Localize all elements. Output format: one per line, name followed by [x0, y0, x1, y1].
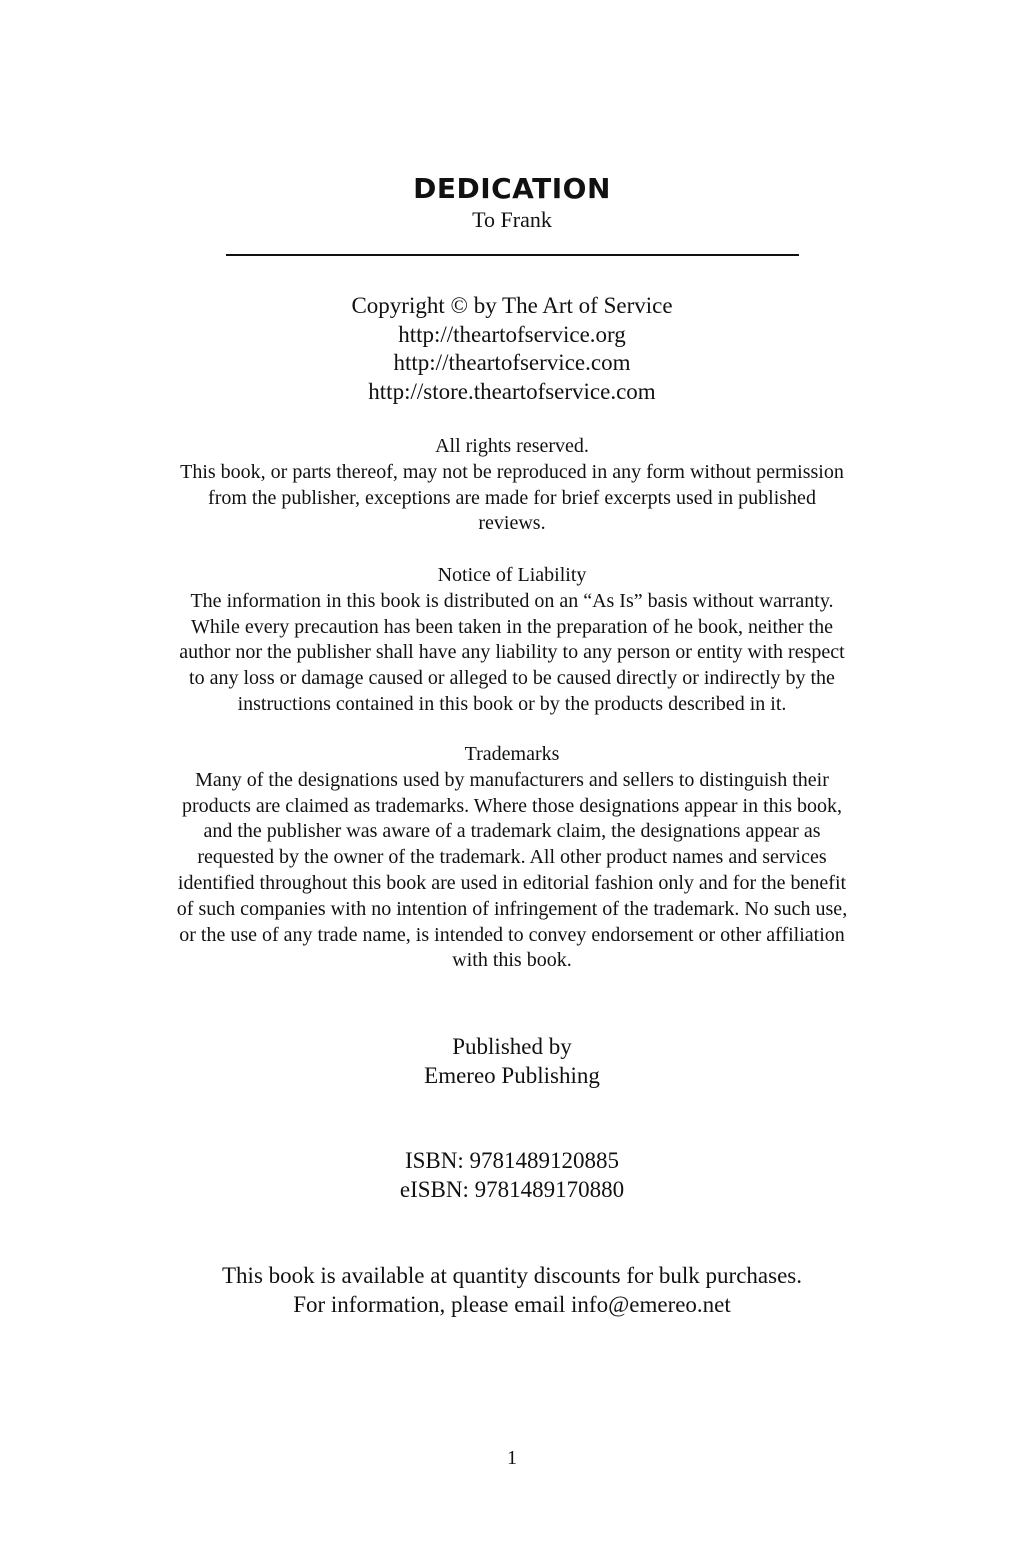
liability-heading: Notice of Liability — [437, 564, 587, 586]
liability-line: author nor the publisher shall have any liability to any person or entity with respect — [179, 641, 845, 664]
copyright-url[interactable]: http://store.theartofservice.com — [368, 378, 656, 404]
bulk-contact-line: For information, please email info@emereo.net — [293, 1292, 731, 1317]
liability-section — [0, 563, 1024, 718]
page-number: 1 — [507, 1447, 517, 1469]
rights-heading: All rights reserved. — [435, 435, 589, 457]
isbn-section — [0, 1146, 1024, 1204]
liability-line: to any loss or damage caused or alleged to be caused directly or indirectly by the — [189, 667, 835, 690]
publisher-label: Published by — [452, 1034, 572, 1059]
copyright-url[interactable]: http://theartofservice.org — [398, 321, 626, 347]
liability-line: While every precaution has been taken in the preparation of he book, neither the — [191, 615, 833, 638]
trademarks-line: identified throughout this book are used in editorial fashion only and for the benefit — [177, 871, 847, 894]
copyright-line: Copyright © by The Art of Service — [351, 293, 673, 318]
isbn-ebook: eISBN: 9781489170880 — [399, 1177, 625, 1202]
liability-line: instructions contained in this book or by the products described in it. — [237, 692, 787, 715]
trademarks-section — [0, 742, 1024, 974]
trademarks-line: Many of the designations used by manufacturers and sellers to distinguish their — [195, 768, 829, 791]
isbn-print: ISBN: 9781489120885 — [404, 1148, 620, 1173]
copyright-url[interactable]: http://theartofservice.com — [393, 350, 631, 375]
copyright-section — [0, 292, 1024, 406]
bulk-purchase-line: This book is available at quantity discounts for bulk purchases. — [222, 1263, 802, 1288]
trademarks-line: with this book. — [452, 949, 572, 972]
rights-line: from the publisher, exceptions are made for brief excerpts used in published — [208, 486, 816, 509]
trademarks-line: products are claimed as trademarks. Where those designations appear in this book, — [182, 794, 842, 817]
trademarks-line: or the use of any trade name, is intended to convey endorsement or other affiliation — [179, 923, 845, 946]
trademarks-heading: Trademarks — [464, 743, 560, 765]
dedication-title: DEDICATION — [413, 172, 611, 205]
rights-line: reviews. — [478, 512, 546, 535]
trademarks-line: of such companies with no intention of infringement of the trademark. No such use, — [176, 897, 848, 920]
publisher-name: Emereo Publishing — [424, 1063, 600, 1088]
divider-rule — [226, 254, 799, 256]
rights-section — [0, 434, 1024, 537]
trademarks-line: requested by the owner of the trademark. All other product names and services — [197, 846, 827, 869]
publisher-section — [0, 1032, 1024, 1090]
rights-line: This book, or parts thereof, may not be reproduced in any form without permission — [180, 460, 844, 483]
dedication-recipient: To Frank — [472, 207, 552, 232]
trademarks-line: and the publisher was aware of a trademark claim, the designations appear as — [203, 820, 821, 843]
bulk-purchase-section — [0, 1261, 1024, 1319]
liability-line: The information in this book is distributed on an “As Is” basis without warranty. — [190, 589, 834, 612]
